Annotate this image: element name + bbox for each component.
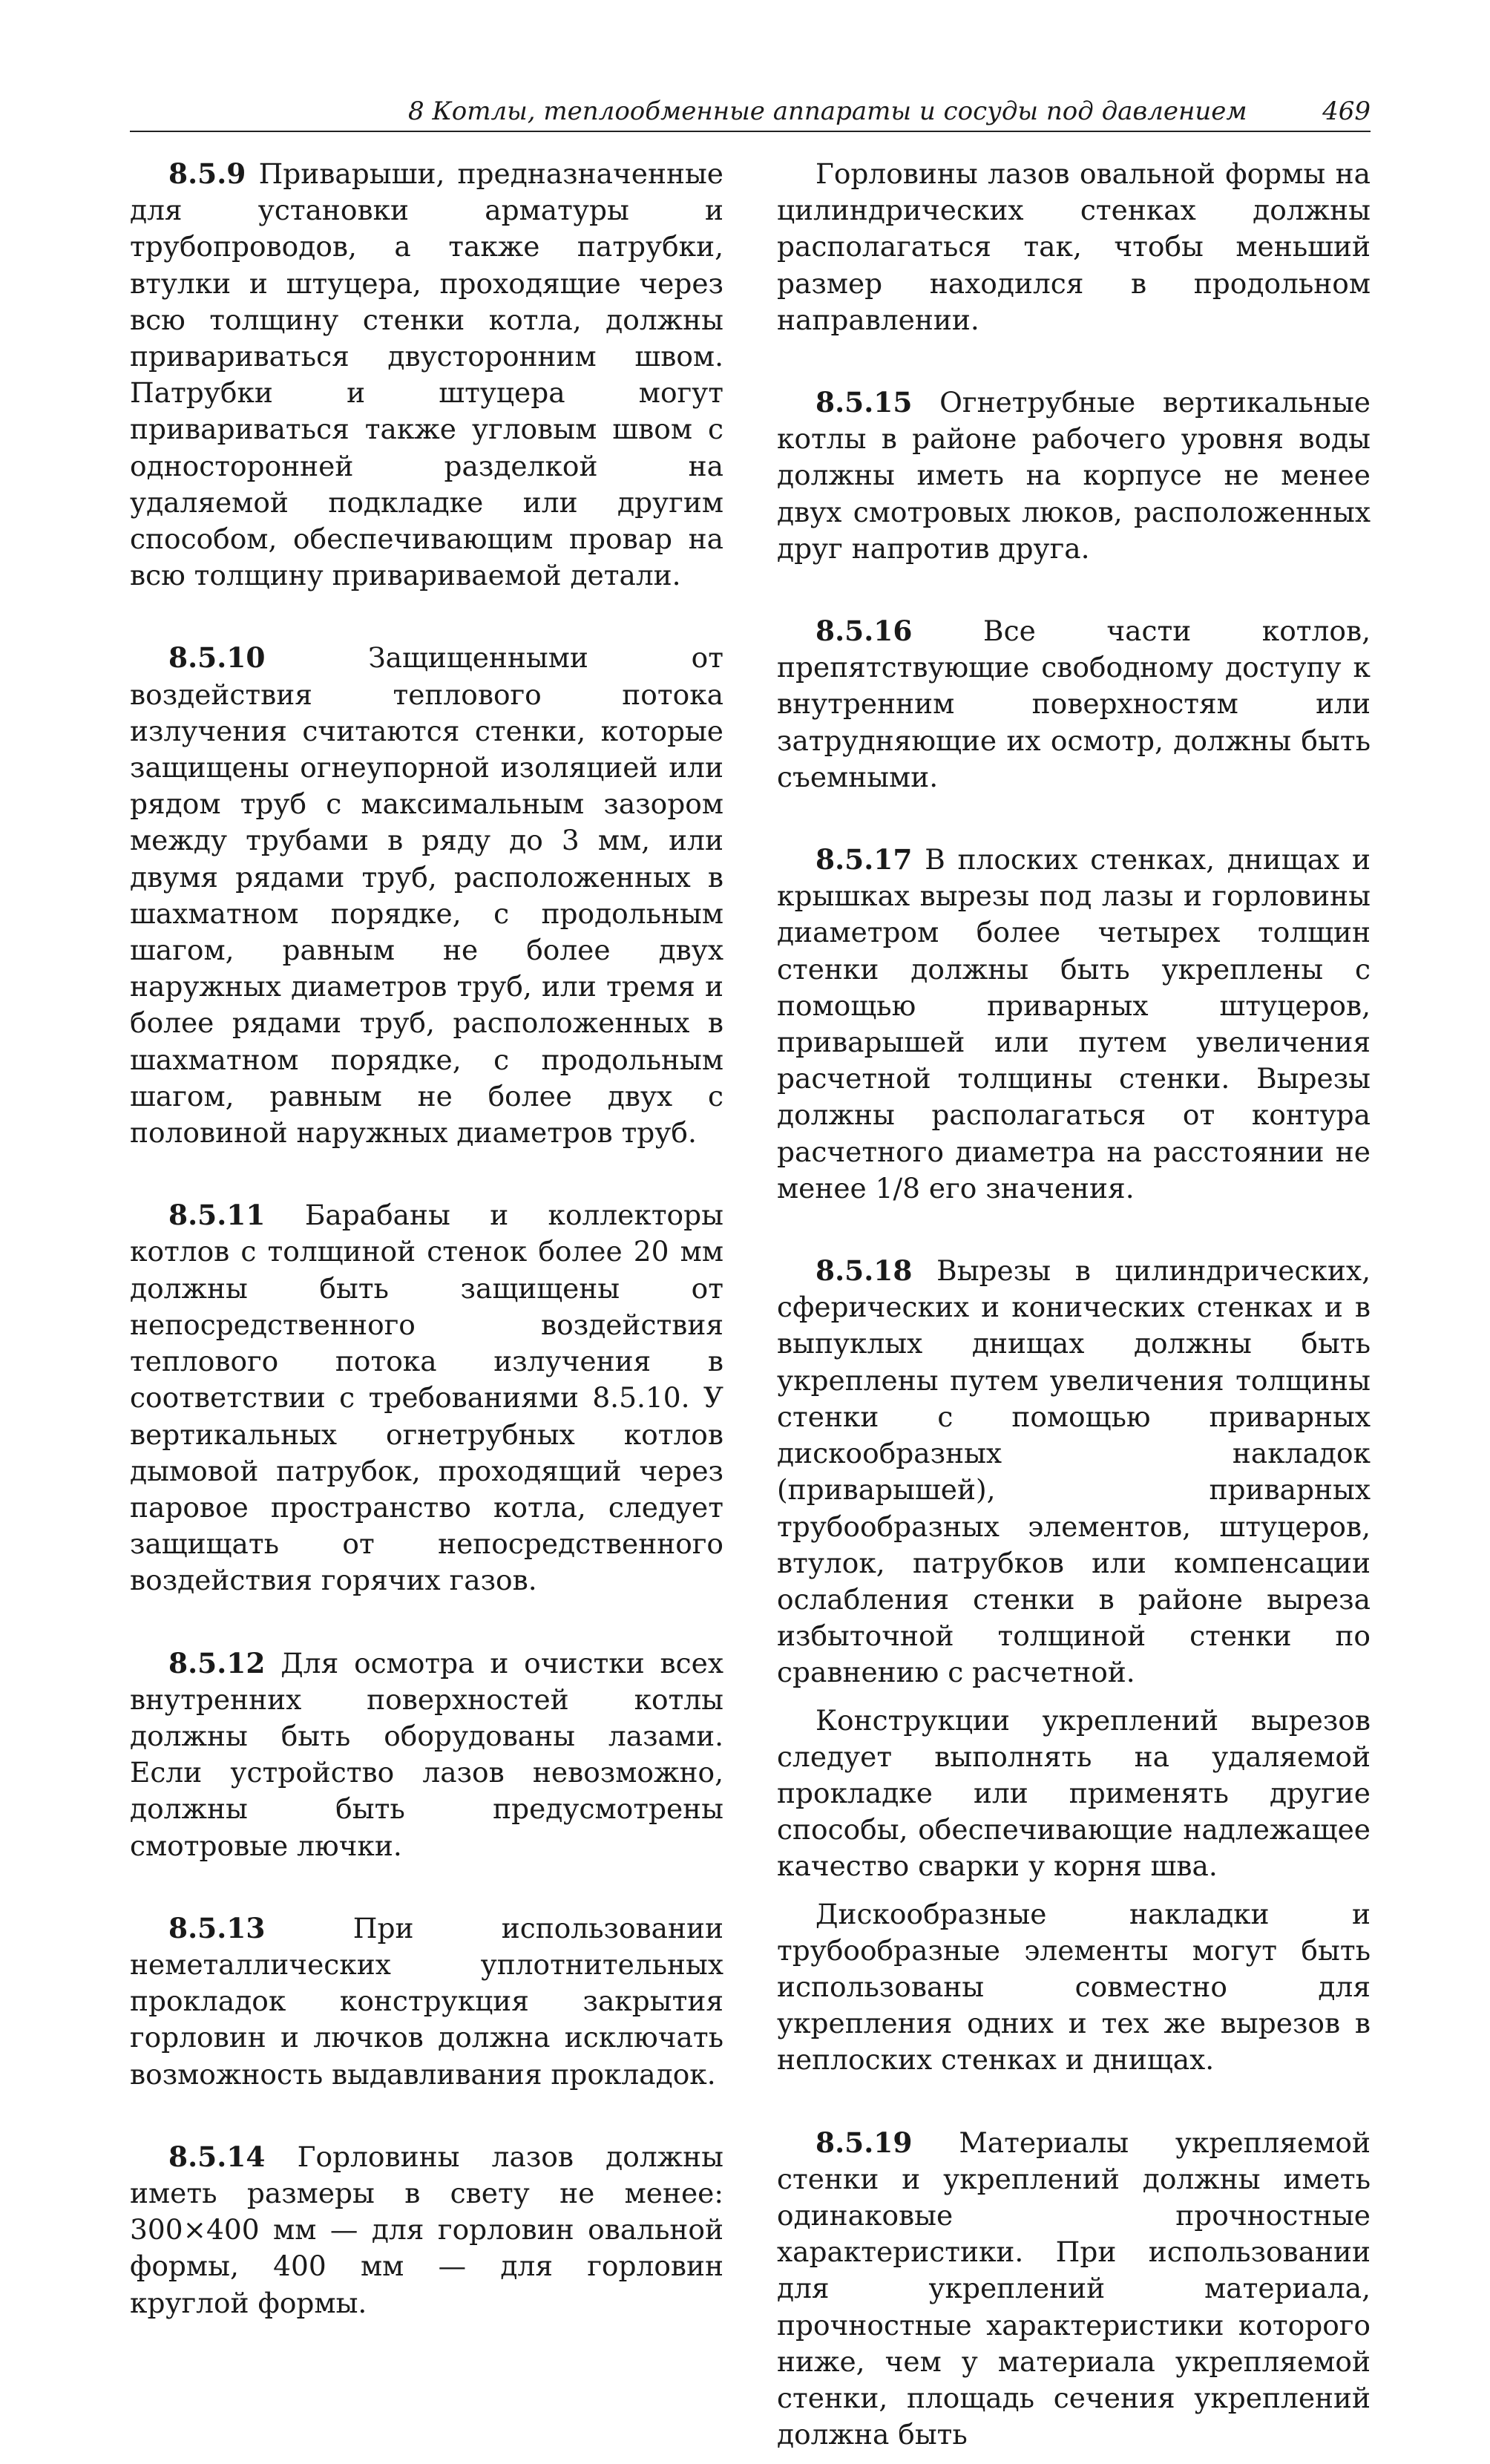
clause-number: 8.5.11 bbox=[168, 1199, 266, 1232]
clause-number: 8.5.12 bbox=[168, 1646, 266, 1680]
paragraph-text: Барабаны и коллекторы котлов с толщиной стенок более 20 мм должны быть защищены от непосредственного воздействия теплового потока излучения в соответствии с требованиями 8.5.10. У вертикальных огнетрубных котлов дымовой патрубок, проходящий через паровое пространство котла, следует защищать от непосредственного воздействия горячих газов. bbox=[130, 1199, 723, 1597]
clause-number: 8.5.9 bbox=[168, 157, 246, 190]
paragraph-text: Дискообразные накладки и трубообразные элементы могут быть использованы совместно для укрепления одних и тех же вырезов в неплоских стенках и днищах. bbox=[777, 1897, 1371, 2077]
paragraph-8-5-18-cont-1 bbox=[777, 1703, 1371, 1885]
paragraph-8-5-17 bbox=[777, 842, 1371, 1207]
paragraph-text: При использовании неметаллических уплотнительных прокладок конструкция закрытия горловин и лючков должна исключать возможность выдавливания прокладок. bbox=[130, 1911, 723, 2091]
paragraph-text: Приварыши, предназначенные для установки арматуры и трубопроводов, а также патрубки, втулки и штуцера, проходящие через всю толщину стенки котла, должны привариваться двусторонним швом. Патрубки и штуцера могут привариваться также угловым швом с односторонней разделкой на удаляемой подкладке или другим способом, обеспечивающим провар на всю толщину привариваемой детали. bbox=[130, 157, 723, 592]
chapter-title: 8 Котлы, теплообменные аппараты и сосуды под давлением bbox=[408, 96, 1247, 126]
paragraph-text: Материалы укрепляемой стенки и укреплений должны иметь одинаковые прочностные характеристики. При использовании для укреплений материала, прочностные характеристики которого ниже, чем у материала укрепляемой стенки, площадь сечения укреплений должна быть bbox=[777, 2126, 1371, 2451]
paragraph-text: Вырезы в цилиндрических, сферических и конических стенках и в выпуклых днищах должны быть укреплены путем увеличения толщины стенки с помощью приварных дискообразных накладок (приварышей), приварных трубообразных элементов, штуцеров, втулок, патрубков или компенсации ослабления стенки в районе выреза избыточной толщиной стенки по сравнению с расчетной. bbox=[777, 1254, 1371, 1689]
paragraph-text: Горловины лазов овальной формы на цилиндрических стенках должны располагаться так, чтобы меньший размер находился в продольном направлении. bbox=[777, 157, 1371, 336]
paragraph-8-5-14 bbox=[130, 2139, 723, 2322]
paragraph-8-5-9 bbox=[130, 156, 723, 594]
clause-number: 8.5.13 bbox=[168, 1911, 266, 1944]
clause-number: 8.5.14 bbox=[168, 2140, 266, 2173]
paragraph-8-5-13 bbox=[130, 1910, 723, 2093]
clause-number: 8.5.10 bbox=[168, 641, 266, 675]
paragraph-8-5-12 bbox=[130, 1645, 723, 1864]
paragraph-8-5-14-cont bbox=[777, 156, 1371, 338]
paragraph-text: Защищенными от воздействия теплового потока излучения считаются стенки, которые защищены огнеупорной изоляцией или рядом труб с максимальным зазором между трубами в ряду до 3 мм, или двумя рядами труб, расположенных в шахматном порядке, с продольным шагом, равным не более двух наружных диаметров труб, или тремя и более рядами труб, расположенных в шахматном порядке, с продольным шагом, равным не более двух с половиной наружных диаметров труб. bbox=[130, 641, 723, 1150]
paragraph-8-5-19 bbox=[777, 2125, 1371, 2454]
clause-number: 8.5.17 bbox=[815, 843, 913, 877]
clause-number: 8.5.18 bbox=[815, 1254, 913, 1288]
paragraph-8-5-18-cont-2 bbox=[777, 1896, 1371, 2079]
paragraph-text: Огнетрубные вертикальные котлы в районе рабочего уровня воды должны иметь на корпусе не менее двух смотровых люков, расположенных друг напротив друга. bbox=[777, 386, 1371, 565]
paragraph-text: Конструкции укреплений вырезов следует выполнять на удаляемой прокладке или применять другие способы, обеспечивающие надлежащее качество сварки у корня шва. bbox=[777, 1703, 1371, 1883]
paragraph-8-5-16 bbox=[777, 613, 1371, 796]
clause-number: 8.5.19 bbox=[815, 2126, 913, 2159]
paragraph-8-5-10 bbox=[130, 640, 723, 1151]
paragraph-8-5-18 bbox=[777, 1253, 1371, 1691]
paragraph-text: Для осмотра и очистки всех внутренних поверхностей котлы должны быть оборудованы лазами. Если устройство лазов невозможно, должны быть предусмотрены смотровые лючки. bbox=[130, 1646, 723, 1862]
paragraph-8-5-15 bbox=[777, 384, 1371, 567]
paragraph-8-5-11 bbox=[130, 1197, 723, 1599]
right-column bbox=[777, 156, 1371, 2464]
clause-number: 8.5.15 bbox=[815, 386, 913, 419]
page-number: 469 bbox=[1322, 96, 1371, 126]
paragraph-text: Все части котлов, препятствующие свободному доступу к внутренним поверхностям или затрудняющие их осмотр, должны быть съемными. bbox=[777, 615, 1371, 793]
clause-number: 8.5.16 bbox=[815, 615, 913, 648]
left-column bbox=[130, 156, 723, 2333]
paragraph-text: Горловины лазов должны иметь размеры в свету не менее: 300×400 мм — для горловин овальной формы, 400 мм — для горловин круглой формы. bbox=[130, 2140, 723, 2319]
paragraph-text: В плоских стенках, днищах и крышках вырезы под лазы и горловины диаметром более четырех толщин стенки должны быть укреплены с помощью приварных штуцеров, приварышей или путем увеличения расчетной толщины стенки. Вырезы должны располагаться от контура расчетного диаметра на расстоянии не менее 1/8 его значения. bbox=[777, 843, 1371, 1205]
running-header bbox=[130, 95, 1371, 132]
